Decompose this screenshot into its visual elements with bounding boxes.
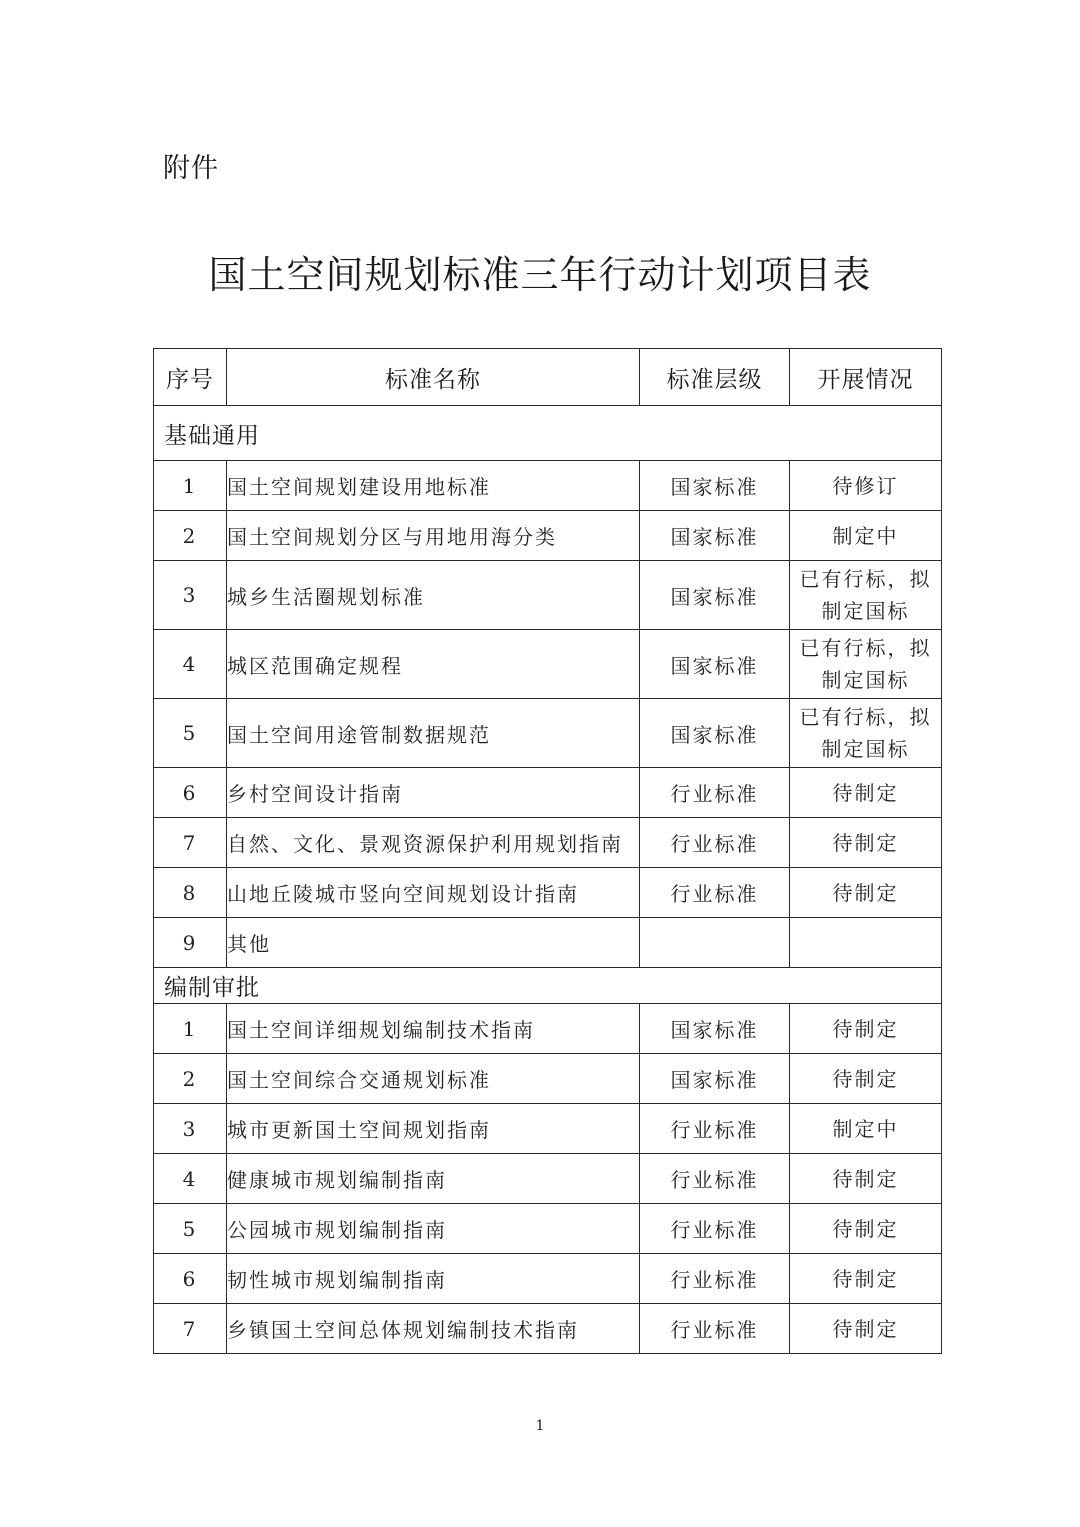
- cell-status: 待制定: [790, 818, 942, 868]
- cell-no: 5: [154, 699, 227, 768]
- header-no: 序号: [154, 349, 227, 406]
- cell-no: 3: [154, 1104, 227, 1154]
- cell-no: 4: [154, 630, 227, 699]
- cell-status: 待制定: [790, 1304, 942, 1354]
- cell-name: 健康城市规划编制指南: [227, 1154, 640, 1204]
- cell-status: 待制定: [790, 1204, 942, 1254]
- cell-name: 国土空间综合交通规划标准: [227, 1054, 640, 1104]
- cell-level: 行业标准: [640, 1154, 790, 1204]
- attachment-label: 附件: [163, 153, 219, 184]
- cell-level: 行业标准: [640, 1304, 790, 1354]
- table-row: [154, 1104, 942, 1154]
- cell-name: 公园城市规划编制指南: [227, 1204, 640, 1254]
- cell-level: 行业标准: [640, 1254, 790, 1304]
- cell-level: 行业标准: [640, 818, 790, 868]
- cell-level: 国家标准: [640, 1054, 790, 1104]
- cell-name: 其他: [227, 918, 640, 968]
- cell-level: 国家标准: [640, 630, 790, 699]
- cell-no: 3: [154, 561, 227, 630]
- cell-no: 2: [154, 511, 227, 561]
- cell-level: 国家标准: [640, 561, 790, 630]
- cell-name: 国土空间用途管制数据规范: [227, 699, 640, 768]
- cell-no: 6: [154, 768, 227, 818]
- cell-no: 9: [154, 918, 227, 968]
- cell-no: 8: [154, 868, 227, 918]
- cell-no: 1: [154, 461, 227, 511]
- cell-status: 已有行标，拟制定国标: [790, 630, 942, 699]
- cell-status: 待制定: [790, 1054, 942, 1104]
- cell-status: 待修订: [790, 461, 942, 511]
- table-row: [154, 868, 942, 918]
- cell-name: 城区范围确定规程: [227, 630, 640, 699]
- header-name: 标准名称: [227, 349, 640, 406]
- cell-name: 城市更新国土空间规划指南: [227, 1104, 640, 1154]
- cell-status: 待制定: [790, 868, 942, 918]
- cell-status: 待制定: [790, 768, 942, 818]
- header-status: 开展情况: [790, 349, 942, 406]
- table-row: [154, 1204, 942, 1254]
- cell-no: 7: [154, 1304, 227, 1354]
- cell-name: 国土空间规划建设用地标准: [227, 461, 640, 511]
- cell-status: 待制定: [790, 1004, 942, 1054]
- section-title: 基础通用: [154, 406, 942, 461]
- section-title: 编制审批: [154, 968, 942, 1004]
- cell-name: 乡镇国土空间总体规划编制技术指南: [227, 1304, 640, 1354]
- cell-level: [640, 918, 790, 968]
- table-row: [154, 1154, 942, 1204]
- cell-name: 城乡生活圈规划标准: [227, 561, 640, 630]
- table-row: [154, 1054, 942, 1104]
- table-row: [154, 918, 942, 968]
- cell-name: 韧性城市规划编制指南: [227, 1254, 640, 1304]
- cell-level: 国家标准: [640, 699, 790, 768]
- table-header-row: [154, 349, 942, 406]
- cell-level: 行业标准: [640, 1104, 790, 1154]
- table-row: [154, 511, 942, 561]
- table-row: [154, 1254, 942, 1304]
- table-row: [154, 1304, 942, 1354]
- cell-no: 2: [154, 1054, 227, 1104]
- cell-no: 4: [154, 1154, 227, 1204]
- table-row: [154, 561, 942, 630]
- cell-name: 自然、文化、景观资源保护利用规划指南: [227, 818, 640, 868]
- cell-status: 制定中: [790, 511, 942, 561]
- table-row: [154, 818, 942, 868]
- cell-level: 国家标准: [640, 511, 790, 561]
- standards-table: [153, 348, 942, 1354]
- cell-level: 国家标准: [640, 461, 790, 511]
- cell-level: 行业标准: [640, 1204, 790, 1254]
- cell-no: 7: [154, 818, 227, 868]
- cell-status: 制定中: [790, 1104, 942, 1154]
- cell-status: 待制定: [790, 1254, 942, 1304]
- cell-no: 6: [154, 1254, 227, 1304]
- table-row: [154, 1004, 942, 1054]
- cell-level: 行业标准: [640, 868, 790, 918]
- cell-status: 待制定: [790, 1154, 942, 1204]
- cell-level: 国家标准: [640, 1004, 790, 1054]
- table-row: [154, 461, 942, 511]
- section-row: [154, 968, 942, 1004]
- cell-name: 乡村空间设计指南: [227, 768, 640, 818]
- cell-no: 1: [154, 1004, 227, 1054]
- section-row: [154, 406, 942, 461]
- page-title: 国土空间规划标准三年行动计划项目表: [208, 253, 872, 297]
- page-number: 1: [535, 1418, 545, 1434]
- cell-name: 国土空间规划分区与用地用海分类: [227, 511, 640, 561]
- cell-name: 国土空间详细规划编制技术指南: [227, 1004, 640, 1054]
- cell-name: 山地丘陵城市竖向空间规划设计指南: [227, 868, 640, 918]
- cell-status: 已有行标，拟制定国标: [790, 699, 942, 768]
- cell-status: 已有行标，拟制定国标: [790, 561, 942, 630]
- cell-status: [790, 918, 942, 968]
- cell-level: 行业标准: [640, 768, 790, 818]
- table-row: [154, 768, 942, 818]
- cell-no: 5: [154, 1204, 227, 1254]
- table-row: [154, 699, 942, 768]
- header-level: 标准层级: [640, 349, 790, 406]
- table-row: [154, 630, 942, 699]
